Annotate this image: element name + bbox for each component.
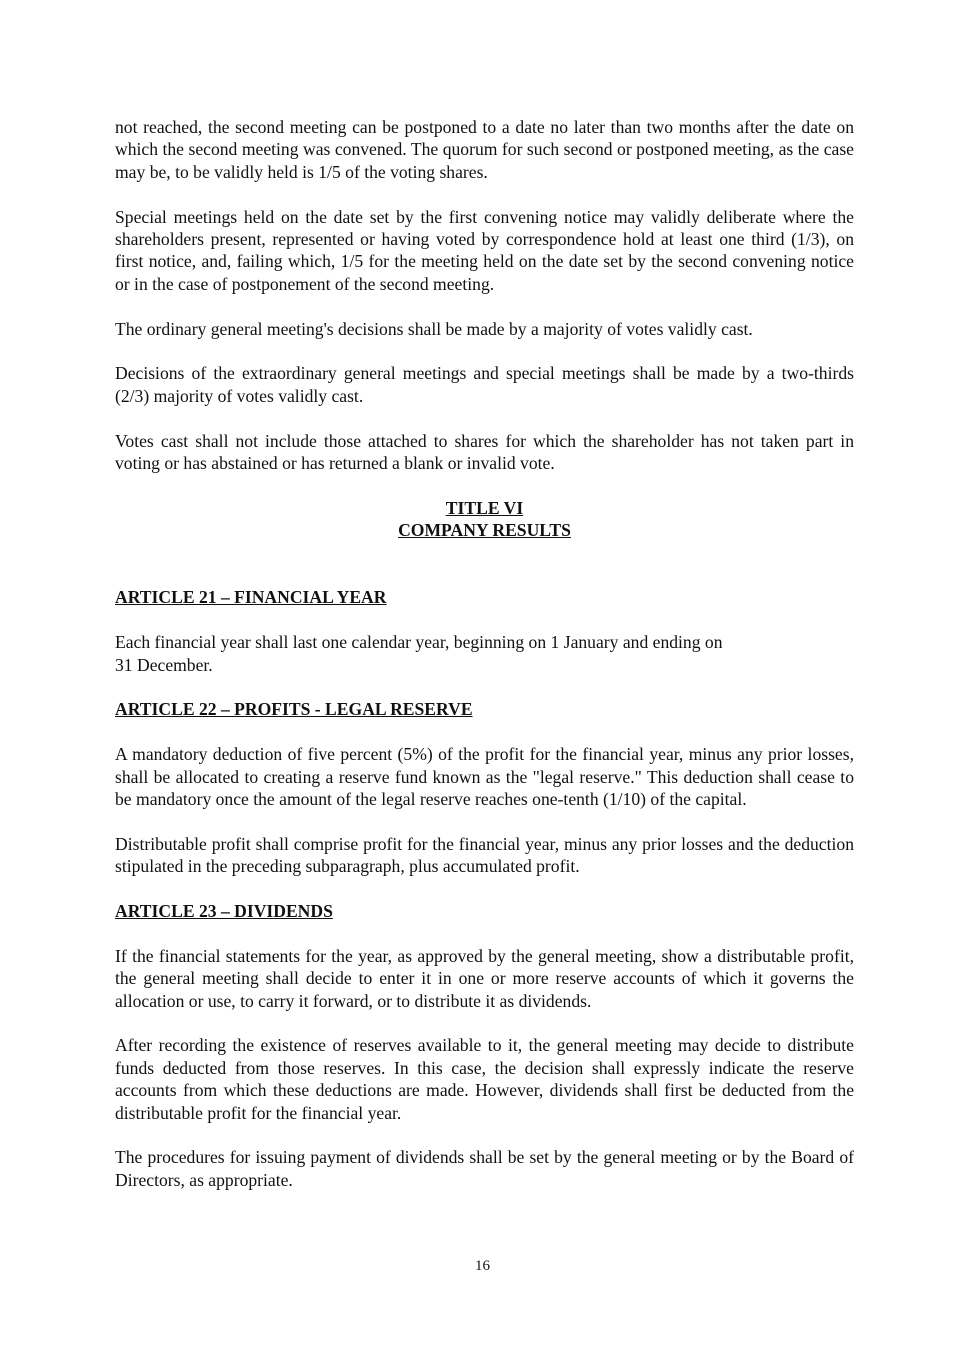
article-21-text-line-2: 31 December. — [115, 654, 213, 675]
article-23-heading: ARTICLE 23 – DIVIDENDS — [115, 901, 333, 922]
paragraph-votes-cast: Votes cast shall not include those attached to shares for which the shareholder has not taken part in voting or has abstained or has returned a blank or invalid vote. — [115, 430, 854, 474]
article-22-paragraph-legal-reserve: A mandatory deduction of five percent (5%) of the profit for the financial year, minus any prior losses, shall be allocated to creating a reserve fund known as the "legal reserve." This deduction shall cease to be mandatory once the amount of the legal reserve reaches one-tenth (1/10) of the capital. — [115, 744, 854, 810]
title-line-2: COMPANY RESULTS — [398, 520, 571, 541]
paragraph-ordinary-decisions: The ordinary general meeting's decisions shall be made by a majority of votes validly cast. — [115, 318, 753, 339]
document-page — [115, 116, 854, 1214]
paragraph-special-meetings: Special meetings held on the date set by the first convening notice may validly deliberate where the shareholders present, represented or having voted by correspondence hold at least one third (1/3), on first notice, and, failing which, 1/5 for the meeting held on the date set by the second convening notice or in the case of postponement of the second meeting. — [115, 206, 854, 294]
page-number: 16 — [475, 1258, 490, 1274]
article-21-text — [115, 631, 854, 676]
article-22-heading: ARTICLE 22 – PROFITS - LEGAL RESERVE — [115, 699, 473, 720]
article-23-paragraph-payment: The procedures for issuing payment of dividends shall be set by the general meeting or by the Board of Directors, as appropriate. — [115, 1147, 854, 1190]
paragraph-quorum-second-meeting: not reached, the second meeting can be postponed to a date no later than two months after the date on which the second meeting was convened. The quorum for such second or postponed meeting, as the case may be, to be validly held is 1/5 of the voting shares. — [115, 117, 854, 182]
section-title — [115, 497, 854, 542]
article-21-text-line-1: Each financial year shall last one calendar year, beginning on 1 January and ending on — [115, 632, 723, 653]
title-line-1: TITLE VI — [445, 497, 524, 518]
article-23-paragraph-allocation: If the financial statements for the year, as approved by the general meeting, show a distributable profit, the general meeting shall decide to enter it in one or more reserve accounts of which it governs the allocation or use, to carry it forward, or to distribute it as dividends. — [115, 945, 854, 1011]
article-22-paragraph-distributable-profit: Distributable profit shall comprise profit for the financial year, minus any prior losses and the deduction stipulated in the preceding subparagraph, plus accumulated profit. — [115, 833, 854, 877]
article-21-heading: ARTICLE 21 – FINANCIAL YEAR — [115, 587, 387, 608]
article-23-paragraph-reserves: After recording the existence of reserves available to it, the general meeting may decide to distribute funds deducted from those reserves. In this case, the decision shall expressly indicate the reserve accounts from which these deductions are made. However, dividends shall first be deducted from the distributable profit for the financial year. — [115, 1035, 854, 1123]
paragraph-extraordinary-decisions: Decisions of the extraordinary general meetings and special meetings shall be made by a two-thirds (2/3) majority of votes validly cast. — [115, 363, 854, 406]
